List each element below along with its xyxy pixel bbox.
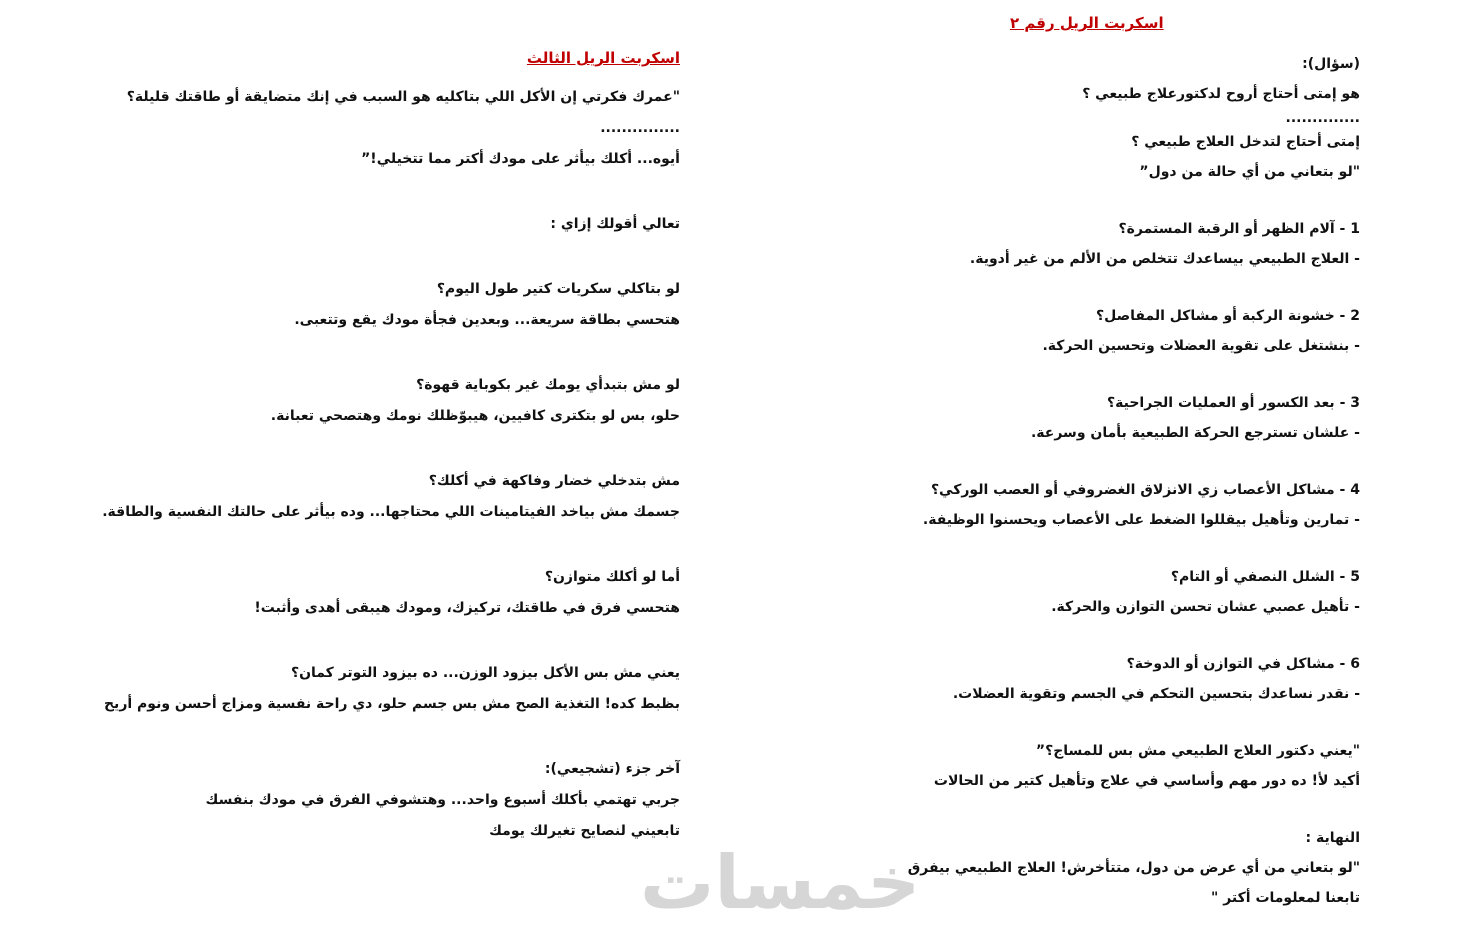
script-section	[126, 82, 680, 175]
script-section	[990, 388, 1360, 448]
script-line: "يعني دكتور العلاج الطبيعي مش بس للمساج؟”	[1035, 743, 1360, 759]
script-line: 3 - بعد الكسور أو العمليات الجراحية؟	[1107, 395, 1360, 411]
script-section	[952, 649, 1360, 709]
script-section	[140, 209, 680, 240]
script-section	[922, 475, 1360, 535]
script-line: تابعنا لمعلومات أكتر "	[1211, 890, 1360, 906]
script-section	[140, 370, 680, 432]
script-line: - علشان تسترجع الحركة الطبيعية بأمان وسرعة.	[1030, 425, 1360, 441]
left-script-title-row	[140, 48, 680, 82]
script-line: لو بتاكلي سكريات كتير طول اليوم؟	[436, 281, 680, 297]
script-section	[990, 562, 1360, 622]
script-line: إمتى أحتاج لتدخل العلاج طبيعي ؟	[1131, 134, 1360, 150]
script-section	[990, 49, 1360, 187]
script-line: (سؤال):	[1302, 56, 1360, 72]
script-line: 6 - مشاكل في التوازن أو الدوخة؟	[1126, 656, 1360, 672]
script-line: أكيد لأ! ده دور مهم وأساسي في علاج وتأهيل كتير من الحالات	[933, 773, 1360, 789]
script-line: 1 - آلام الظهر أو الرقبة المستمرة؟	[1118, 221, 1360, 237]
script-line: 4 - مشاكل الأعصاب زي الانزلاق الغضروفي أو العصب الوركي؟	[930, 482, 1360, 498]
script-section	[907, 823, 1360, 913]
script-line: 2 - خشونة الركبة أو مشاكل المفاصل؟	[1095, 308, 1360, 324]
script-line: 5 - الشلل النصفي أو التام؟	[1170, 569, 1360, 585]
right-script-column	[907, 13, 1360, 940]
script-section	[990, 301, 1360, 361]
script-line: هو إمتى أحتاج أروح لدكتورعلاج طبيعي ؟	[1082, 86, 1360, 102]
right-script-sections	[907, 49, 1360, 913]
right-script-title-row	[990, 13, 1360, 49]
script-line: هتحسي فرق في طاقتك، تركيزك، ومودك هيبقى أهدى وأثبت!	[254, 600, 680, 616]
script-line: حلو، بس لو بتكترى كافيين، هيبوّظلك نومك وهتصحي تعبانة.	[270, 408, 680, 424]
script-section	[140, 274, 680, 336]
script-line: "لو بتعاني من أي عرض من دول، متتأخرش! العلاج الطبيعي بيفرق	[907, 860, 1360, 876]
left-script-sections	[102, 82, 680, 847]
script-line: - نقدر نساعدك بتحسين التحكم في الجسم وتقوية العضلات.	[952, 686, 1360, 702]
script-line: لو مش بتبدأي يومك غير بكوباية قهوة؟	[416, 377, 680, 393]
left-script-column	[102, 48, 680, 881]
script-line: "لو بتعاني من أي حالة من دول”	[1139, 164, 1360, 180]
script-line: جسمك مش بياخد الفيتامينات اللي محتاجها... وده بيأثر على حالتك النفسية والطاقة.	[102, 504, 680, 520]
dots-separator: ...............	[600, 120, 680, 136]
script-section	[140, 754, 680, 847]
script-line: النهاية :	[1305, 830, 1360, 846]
script-line: - تأهيل عصبي عشان تحسن التوازن والحركة.	[1051, 599, 1360, 615]
script-section	[140, 562, 680, 624]
khamsat-watermark: خمسات	[640, 840, 921, 926]
script-line: آخر جزء (تشجيعي):	[544, 761, 680, 777]
script-line: تابعيني لنصايح تغيرلك يومك	[489, 823, 680, 839]
script-line: - تمارين وتأهيل بيقللوا الضغط على الأعصاب ويحسنوا الوظيفة.	[922, 512, 1360, 528]
right-script-title: اسكربت الريل رقم ٢	[1010, 14, 1164, 32]
script-line: - بنشتغل على تقوية العضلات وتحسين الحركة.	[1042, 338, 1360, 354]
script-line: مش بتدخلي خضار وفاكهة في أكلك؟	[428, 473, 680, 489]
script-line: "عمرك فكرتي إن الأكل اللي بتاكليه هو السبب في إنك متضايقة أو طاقتك قليلة؟	[126, 89, 680, 105]
script-line: أيوه... أكلك بيأثر على مودك أكتر مما تتخيلي!”	[361, 151, 680, 167]
script-section	[102, 466, 680, 528]
script-section	[933, 736, 1360, 796]
dots-separator: ..............	[1285, 110, 1360, 126]
script-section	[969, 214, 1360, 274]
script-line: - العلاج الطبيعي بيساعدك تتخلص من الألم من غير أدوية.	[969, 251, 1360, 267]
script-line: أما لو أكلك متوازن؟	[544, 569, 680, 585]
left-script-title: اسكربت الريل الثالث	[526, 49, 680, 67]
script-line: هتحسي بطاقة سريعة... وبعدين فجأة مودك يقع وتتعبى.	[294, 312, 680, 328]
script-line: جربي تهتمي بأكلك أسبوع واحد... وهتشوفي الفرق في مودك بنفسك	[205, 792, 680, 808]
script-line: بظبط كده! التغذية الصح مش بس جسم حلو، دي راحة نفسية ومزاج أحسن ونوم أريح	[103, 696, 680, 712]
script-line: يعني مش بس الأكل بيزود الوزن... ده بيزود التوتر كمان؟	[290, 665, 680, 681]
script-line: تعالي أقولك إزاي :	[550, 216, 680, 232]
script-section	[103, 658, 680, 720]
